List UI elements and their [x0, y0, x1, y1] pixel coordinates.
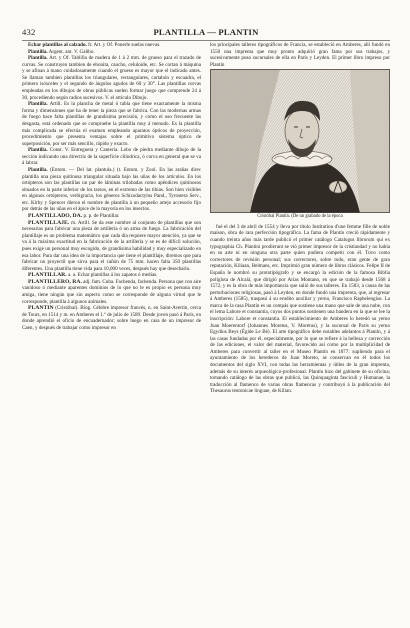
entry-headword: PLANTILLAJE. [28, 219, 70, 226]
paragraph [22, 305, 201, 331]
portrait-engraving [210, 69, 390, 213]
paragraph [22, 220, 201, 273]
right-column [210, 42, 390, 612]
entry-headword: Plantilla. [28, 166, 48, 173]
entry-headword: PLANTILLERO, RA. [28, 278, 82, 285]
entry-text: Artill. Es la plancha de metal ó tabla que tiene exactamente la misma forma y dimensiones que ha de tener la pieza que se fabrica. Con las modernas armas de fuego hace falta plantillas de grandísima precisión, y como el uso frecuente las desgasta, está ordenado que se compruebe la plantilla muy á menudo. Es la plantilla más complicada se efectúa el examen empleando aparatos ópticos de proyección, procedimiento que presenta ventajas sobre el primitivo sistema óptico de superposición, por ser más sencillo, rápido y exacto. [22, 101, 201, 147]
portrait-image [210, 69, 390, 213]
left-column [22, 42, 201, 612]
entry-headword: Plantilla. [28, 55, 48, 62]
paragraph [22, 167, 201, 213]
entry-text: adj. fam. Cuba. Fachenda, fachenda. Persona que con aire vanidoso ó mediante aparentes dominios de lo que no le es propio es persona muy amiga, tiene ningún que sin aspecto como se corresponde de alguna virtud que le corresponde, plantilla á algunos animales. [22, 278, 201, 305]
right-column-top [210, 42, 390, 68]
entry-text: Art. y Of. Tablilla de madera de 1 á 2 mm. de grueso para el trazado de curvas. Se construyen tambien de ebonita, caucho, celuloide, etc. Se cortan á máquina y se afinan á mano cuidadosamente cuando el grueso es mayor que el indicado antes. Se llaman tambien plantillas los triangulares, rectangulares, cartabón y escuadra, el primero isósceles y el segundo de ángulos agudos de 60 y 30°. Las plantillas curvas empleadas en los dibujos de obras públicas suelen formar juego que comprende 24 á 30, procediendo según radios sucesivos. V. el artículo Dibujo. [22, 55, 201, 101]
paragraph [210, 42, 390, 68]
entry-text: fué el del 3 de abril de 1554 y lleva por título Institution d'une femme fille de noble maison, obra de rara perfección tipográfica. La fama de Plantín creció rápidamente y cuando treinta años más tarde publicó el primer catálogo Catalogus librorum qui ex typographia Ch. Plantini prodierunt se vió primer impresor de la cristiandad y no había en su arte ni en ninguna otra parte quien pudiera competir con él. Tuvo como correctores de revisión personal; sus correctores, sobre todo, eran gente de gran reputación, Kiliaan, Belmans, etc. Imprimió gran número de libros clásicos. Felipe II de España le nombró su prototipógrafo y se encargó la edición de la famosa Biblia políglota de Alcalá, que dirigió por Arias Montano, en que se trabajó desde 1568 á 1572, y es la obra de más importancia que salió de sus talleres. En 1583, á causa de las perturbaciones religiosas, pasó á Leyden, en donde fundó una imprenta, que, al regresar á Amberes (1585), traspasó á su erudito auxiliar y yerno, Francisco Raphelengius. La marca de la casa Plantín es un compás que sostiene una mano que sale de una nube, con el lema Labore et constantia, cuyos dos puntos sostienen una bandera en la que se lee la inscripción: Labore et constantia. El establecimiento de Amberes lo heredó su yerno Juan Moerentorf (Johannes Moretus, V. Moretus), y la sucursal de París su yerno Egydius Beys (Égide Le Bé). El arte tipográfico debe notables adelantos á Plantín, y á las casas fundadas por él, especialmente, por lo que se refiere á la belleza y corrección de las ediciones, el valor del material, favorecido así como por la multiplicidad de Amberes para convertir al taller en el Museo Plantín en 1877: supliendo para el ayuntamiento de los herederos de Juan Moreto, se conservan en él todos los documentos del siglo XVI, con todas las herramientas y útiles de la gran imprenta, además de su interés arqueológico-profesional. Plantín hizo del gabinete de su oficina; tomando catálogo de las obras que publicó, las Quinquaginta fasciculi y Humanae, la traducción al flamenco de varias obras flamencas y contribuyó á la publicación del Thesaurus teutonicae linguae, de Kilian. [210, 223, 390, 395]
entry-text: (Entom. — Del lat. plantula.) (t. Entom. y Zool. En las arañas direc plantilla una pieza quitinosa triangular situada bajo las uñas de los artículos. En los ortópteros son las plantillas un par de láminas trilobadas como apéndices quitinosos situados en la parte inferior de los tarsos, en el extremo de las tibias. Son bien visibles en algunos ortópteros, verbigracia, los géneros Schizodactylus Pand., Tyrostera Serv., etc. Kirby y Spencer dieron el nombre de plantilla á un pequeño artejo accesorio fijo por detrás de las uñas en el ápice de la mayoría en los insectos. [22, 166, 201, 213]
page-header [22, 27, 390, 39]
entry-text: los principales talleres tipográficos de Francia, se estableció en Amberes, allí fundó en 1550 una imprenta que muy pronto adquirió gran fama por sus trabajos, y sucesivamente puso sucursales de ella en París y Leyden. El primer libro impreso por Plantín [210, 42, 390, 68]
entry-text: (Cristóbal). Biog. Célebre impresor francés, n. en Saint-Avertin, cerca de Tours, en 1514 y m. en Amberes el 1.º de julio de 1589. Desde joven pasó á París, en donde aprendió el oficio de encuadernador; sobre luego en casa de un impresor de Caen, y después de trabajar como impresor en [22, 305, 201, 331]
entry-headword: Plantilla. [28, 101, 48, 108]
entry-headword: Plantilla. [28, 48, 48, 55]
entry-headword: PLANTILLAR. [28, 272, 67, 279]
entry-text: Const. V. Entreguera y Cantería. Lobo de piedra mediante dibujo de la sección indicando una directriz de la superficie cilíndrica, ó curva en general que se va á labrar. [22, 147, 201, 167]
entry-headword: Plantilla. [28, 147, 48, 154]
paragraph [22, 147, 201, 167]
page-number: 432 [22, 27, 36, 37]
paragraph [22, 272, 201, 279]
paragraph [22, 279, 201, 305]
entry-headword: PLANTILLADO, DA. [28, 213, 83, 220]
paragraph [22, 55, 201, 101]
entry-text: a. a. Echar plantillas á los zapatos ó medias. [68, 272, 158, 279]
paragraph [210, 224, 390, 395]
entry-text: Argent. ant. V. Galibo. [48, 48, 95, 55]
right-column-bottom [210, 224, 390, 395]
paragraph [22, 213, 201, 220]
header-rule [22, 40, 390, 41]
paragraph [22, 42, 201, 49]
entry-text: fr. Art. y Of. Ponerle suelas nuevas. [88, 42, 161, 48]
entry-text: m. Artill. Se da este nombre al conjunto de plantillas que son necesarias para fabricar una pieza de artillería ó un arma de fuego. La fabricación del plantillaje es un problema matemático que cada día requiere mayor atención, ya que se va á la máxima exactitud en la fabricación de la artillería y se es de difícil solución, pues exige un personal muy escogido, de grandísima habilidad y muy especializado en esa labor. Para dar una idea de la importancia que tiene el plantillaje, diremos que para fabricar un proyectil que sirva para el cañón de 75 mm. hacen falta 350 plantillas diferentes. Una plantilla tiene vida para 10,000 veces, después hay que desecharla. [22, 219, 201, 272]
running-title: PLANTILLA — PLANTIN [153, 27, 259, 37]
paragraph [22, 101, 201, 147]
figure-caption: Cristóbal Plantín. (De un grabado de la época [257, 214, 343, 220]
entry-headword: PLANTIN [28, 305, 54, 312]
entry-headword: Echar plantillas al calzado. [28, 42, 87, 48]
entry-text: p. p. de Plantillar. [83, 213, 120, 220]
